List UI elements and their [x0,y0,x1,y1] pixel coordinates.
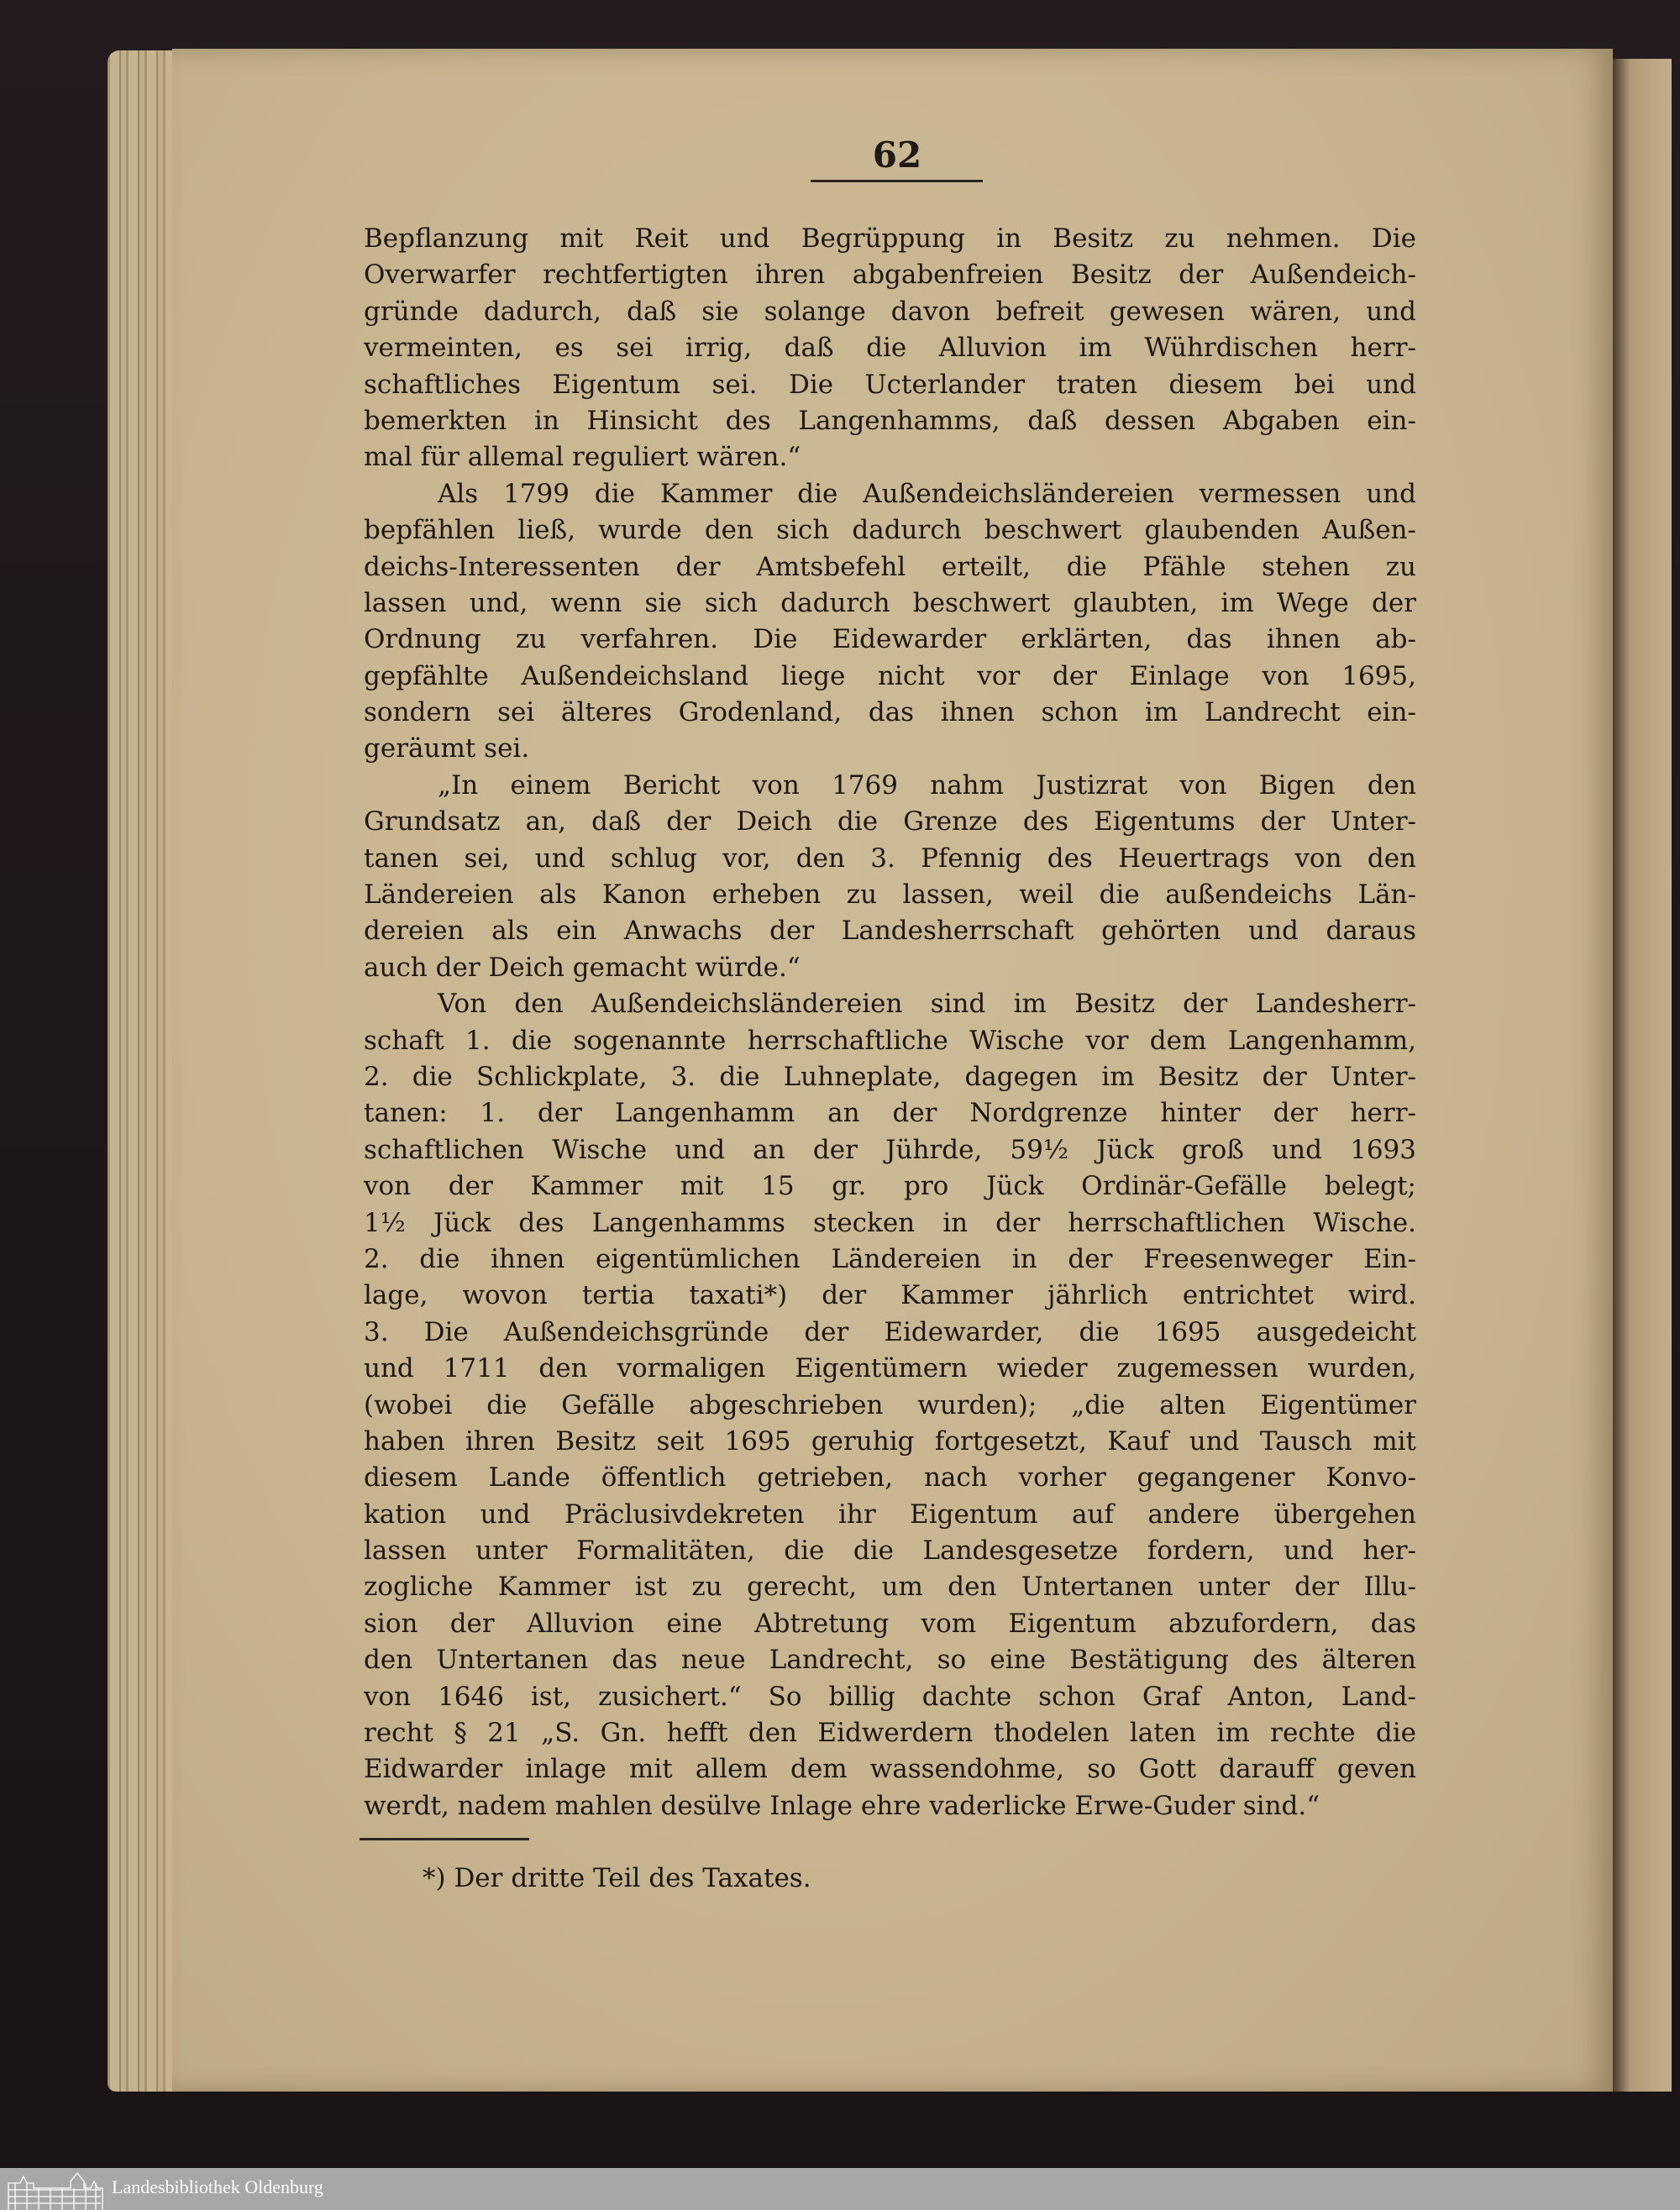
text-line: den Untertanen das neue Landrecht, so eine Bestätigung des älteren [364,1645,1416,1676]
library-footer [0,2168,1680,2210]
text-line: gepfählte Außendeichsland liege nicht vor der Einlage von 1695, [364,660,1416,691]
page-number-rule [811,180,983,182]
text-line: diesem Lande öffentlich getrieben, nach vorher gegangener Konvo- [364,1462,1416,1493]
text-line: recht § 21 „S. Gn. hefft den Eidwerdern thodelen laten im rechte die [364,1718,1416,1749]
text-line: 2. die ihnen eigentümlichen Ländereien in der Freesenweger Ein- [364,1243,1416,1274]
text-line: Bepflanzung mit Reit und Begrüppung in Besitz zu nehmen. Die [364,223,1416,254]
text-line: lassen unter Formalitäten, die die Landesgesetze fordern, und her- [364,1535,1416,1567]
text-line: werdt, nadem mahlen desülve Inlage ehre vaderlicke Erwe-Guder sind.“ [364,1790,1320,1821]
text-line: haben ihren Besitz seit 1695 geruhig fortgesetzt, Kauf und Tausch mit [364,1425,1416,1457]
text-line: dereien als ein Anwachs der Landesherrschaft gehörten und daraus [364,916,1416,947]
text-line: geräumt sei. [364,733,530,764]
text-line: sion der Alluvion eine Abtretung vom Eigentum abzufordern, das [364,1608,1416,1639]
footnote-rule [360,1838,529,1840]
text-line: „In einem Bericht von 1769 nahm Justizrat von Bigen den [438,769,1416,801]
text-line: Eidwarder inlage mit allem dem wassendohme, so Gott darauff geven [364,1754,1416,1785]
text-line: von 1646 ist, zusichert.“ So billig dachte schon Graf Anton, Land- [364,1681,1416,1712]
text-line: (wobei die Gefälle abgeschrieben wurden); „die alten Eigentümer [364,1389,1416,1420]
text-line: bepfählen ließ, wurde den sich dadurch beschwert glaubenden Außen- [364,515,1416,546]
text-line: zogliche Kammer ist zu gerecht, um den Untertanen unter der Illu- [364,1572,1416,1603]
text-line: tanen sei, und schlug vor, den 3. Pfennig des Heuertrags von den [364,843,1416,874]
text-line: schaftliches Eigentum sei. Die Ucterlander traten diesem bei und [364,369,1416,400]
text-line: Grundsatz an, daß der Deich die Grenze des Eigentums der Unter- [364,806,1416,837]
page-number: 62 [872,134,922,176]
text-line: Overwarfer rechtfertigten ihren abgabenfreien Besitz der Außendeich- [364,260,1416,291]
text-line: Als 1799 die Kammer die Außendeichsländereien vermessen und [438,478,1416,509]
text-line: bemerkten in Hinsicht des Langenhamms, daß dessen Abgaben ein- [364,405,1416,436]
text-line: und 1711 den vormaligen Eigentümern wieder zugemessen wurden, [364,1353,1416,1384]
library-building-logo-icon [5,2171,104,2210]
text-line: gründe dadurch, daß sie solange davon befreit gewesen wären, und [364,296,1416,327]
footnote: *) Der dritte Teil des Taxates. [423,1863,811,1893]
text-line: 1½ Jück des Langenhamms stecken in der herrschaftlichen Wische. [364,1207,1416,1238]
text-line: Ordnung zu verfahren. Die Eidewarder erklärten, das ihnen ab- [364,624,1416,655]
text-line: 2. die Schlickplate, 3. die Luhneplate, dagegen im Besitz der Unter- [364,1061,1416,1092]
text-line: lage, wovon tertia taxati*) der Kammer jährlich entrichtet wird. [364,1280,1416,1311]
text-line: schaft 1. die sogenannte herrschaftliche Wische vor dem Langenhamm, [364,1025,1416,1056]
text-line: Von den Außendeichsländereien sind im Besitz der Landesherr- [438,989,1416,1020]
text-line: mal für allemal reguliert wären.“ [364,442,801,473]
text-line: vermeinten, es sei irrig, daß die Alluvion im Wührdischen herr- [364,333,1416,364]
body-text [364,221,1416,1824]
text-line: schaftlichen Wische und an der Jührde, 59½ Jück groß und 1693 [364,1134,1416,1165]
text-line: 3. Die Außendeichsgründe der Eidewarder, die 1695 ausgedeicht [364,1316,1416,1347]
library-name: Landesbibliothek Oldenburg [112,2176,323,2197]
text-line: Ländereien als Kanon erheben zu lassen, weil die außendeichs Län- [364,879,1416,911]
text-line: von der Kammer mit 15 gr. pro Jück Ordinär-Gefälle belegt; [364,1171,1416,1202]
facing-page-edge [1613,59,1672,2092]
text-line: sondern sei älteres Grodenland, das ihnen schon im Landrecht ein- [364,697,1416,728]
text-line: deichs-Interessenten der Amtsbefehl erteilt, die Pfähle stehen zu [364,551,1416,582]
text-line: auch der Deich gemacht würde.“ [364,952,801,983]
text-line: lassen und, wenn sie sich dadurch beschwert glaubten, im Wege der [364,587,1416,618]
text-line: kation und Präclusivdekreten ihr Eigentum auf andere übergehen [364,1499,1416,1530]
text-line: tanen: 1. der Langenhamm an der Nordgrenze hinter der herr- [364,1098,1416,1129]
